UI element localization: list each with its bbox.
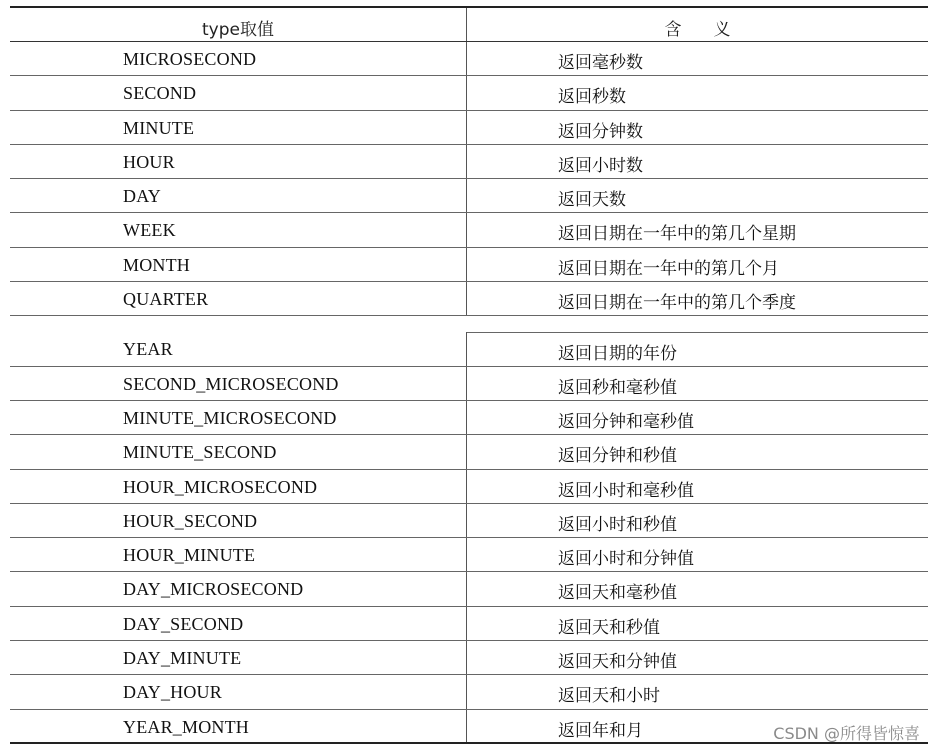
meaning-value: 返回天数 bbox=[558, 190, 626, 211]
meaning-value: 返回年和月 bbox=[558, 720, 643, 741]
type-value: HOUR_MINUTE bbox=[123, 545, 256, 566]
type-cell bbox=[10, 607, 467, 640]
type-value: MINUTE_MICROSECOND bbox=[123, 407, 337, 428]
table-body-group-2 bbox=[10, 332, 928, 744]
meaning-value: 返回分钟数 bbox=[558, 121, 643, 142]
type-cell bbox=[10, 572, 467, 605]
type-cell bbox=[10, 675, 467, 708]
meaning-value: 返回小时和分钟值 bbox=[558, 549, 694, 570]
table-row bbox=[10, 111, 928, 145]
type-value: YEAR_MONTH bbox=[123, 716, 249, 737]
type-cell bbox=[10, 504, 467, 537]
type-cell bbox=[10, 538, 467, 571]
meaning-cell bbox=[467, 572, 928, 605]
type-value: DAY_SECOND bbox=[123, 613, 244, 634]
meaning-value: 返回日期在一年中的第几个月 bbox=[558, 258, 779, 279]
type-value: MINUTE bbox=[123, 117, 195, 138]
type-value: MONTH bbox=[123, 254, 190, 275]
type-cell bbox=[10, 435, 467, 468]
meaning-cell bbox=[467, 248, 928, 281]
table-row bbox=[10, 42, 928, 76]
type-cell bbox=[10, 332, 467, 365]
header-cell-meaning bbox=[467, 8, 928, 41]
table-row bbox=[10, 76, 928, 110]
type-cell bbox=[10, 401, 467, 434]
type-cell bbox=[10, 42, 467, 75]
type-values-table bbox=[10, 6, 928, 744]
type-cell bbox=[10, 710, 467, 742]
header-type-label: type取值 bbox=[202, 20, 274, 40]
table-row bbox=[10, 470, 928, 504]
meaning-value: 返回天和毫秒值 bbox=[558, 583, 677, 604]
meaning-cell bbox=[467, 435, 928, 468]
type-value: MINUTE_SECOND bbox=[123, 442, 277, 463]
type-cell bbox=[10, 367, 467, 400]
table-row bbox=[10, 179, 928, 213]
meaning-value: 返回天和秒值 bbox=[558, 617, 660, 638]
meaning-cell bbox=[467, 675, 928, 708]
type-cell bbox=[10, 111, 467, 144]
type-value: SECOND_MICROSECOND bbox=[123, 373, 339, 394]
table-row bbox=[10, 367, 928, 401]
type-value: DAY_HOUR bbox=[123, 682, 222, 703]
meaning-cell bbox=[467, 504, 928, 537]
group-break bbox=[10, 316, 928, 332]
header-meaning-label: 含义 bbox=[664, 20, 763, 40]
type-cell bbox=[10, 641, 467, 674]
table-row bbox=[10, 213, 928, 247]
type-value: HOUR_SECOND bbox=[123, 510, 258, 531]
table-row bbox=[10, 401, 928, 435]
meaning-cell bbox=[467, 641, 928, 674]
table-row bbox=[10, 435, 928, 469]
type-cell bbox=[10, 213, 467, 246]
header-cell-type bbox=[10, 8, 467, 41]
watermark: CSDN @所得皆惊喜 bbox=[773, 724, 920, 743]
meaning-cell bbox=[467, 145, 928, 178]
meaning-value: 返回小时和秒值 bbox=[558, 514, 677, 535]
type-value: YEAR bbox=[123, 339, 173, 360]
meaning-value: 返回小时和毫秒值 bbox=[558, 480, 694, 501]
type-cell bbox=[10, 76, 467, 109]
meaning-cell bbox=[467, 367, 928, 400]
meaning-cell bbox=[467, 282, 928, 315]
type-value: DAY_MINUTE bbox=[123, 648, 242, 669]
type-value: HOUR_MICROSECOND bbox=[123, 476, 318, 497]
meaning-value: 返回天和分钟值 bbox=[558, 652, 677, 673]
meaning-value: 返回日期的年份 bbox=[558, 344, 677, 365]
table-row bbox=[10, 675, 928, 709]
table-header-row bbox=[10, 6, 928, 42]
meaning-value: 返回毫秒数 bbox=[558, 53, 643, 73]
table-row bbox=[10, 572, 928, 606]
type-value: DAY bbox=[123, 186, 161, 207]
type-value: QUARTER bbox=[123, 289, 209, 310]
meaning-cell bbox=[467, 607, 928, 640]
meaning-cell bbox=[467, 111, 928, 144]
table-row bbox=[10, 248, 928, 282]
table-row bbox=[10, 641, 928, 675]
meaning-cell bbox=[467, 470, 928, 503]
meaning-value: 返回分钟和毫秒值 bbox=[558, 411, 694, 432]
meaning-cell bbox=[467, 42, 928, 75]
meaning-value: 返回小时数 bbox=[558, 155, 643, 176]
type-cell bbox=[10, 470, 467, 503]
meaning-value: 返回秒数 bbox=[558, 87, 626, 108]
meaning-value: 返回分钟和秒值 bbox=[558, 446, 677, 467]
table-row bbox=[10, 332, 928, 366]
meaning-value: 返回秒和毫秒值 bbox=[558, 377, 677, 398]
meaning-cell bbox=[467, 401, 928, 434]
meaning-value: 返回日期在一年中的第几个星期 bbox=[558, 224, 796, 245]
table-body-group-1 bbox=[10, 42, 928, 316]
type-cell bbox=[10, 179, 467, 212]
meaning-cell bbox=[467, 332, 928, 365]
meaning-cell bbox=[467, 213, 928, 246]
table-row bbox=[10, 504, 928, 538]
type-cell bbox=[10, 248, 467, 281]
table-row bbox=[10, 282, 928, 316]
type-value: WEEK bbox=[123, 220, 176, 241]
type-value: DAY_MICROSECOND bbox=[123, 579, 304, 600]
type-cell bbox=[10, 282, 467, 315]
type-cell bbox=[10, 145, 467, 178]
meaning-value: 返回日期在一年中的第几个季度 bbox=[558, 293, 796, 314]
meaning-cell bbox=[467, 538, 928, 571]
table-row bbox=[10, 607, 928, 641]
table-row bbox=[10, 145, 928, 179]
type-value: HOUR bbox=[123, 151, 175, 172]
type-value: MICROSECOND bbox=[123, 49, 257, 69]
meaning-cell bbox=[467, 76, 928, 109]
meaning-cell bbox=[467, 179, 928, 212]
table-row bbox=[10, 538, 928, 572]
type-value: SECOND bbox=[123, 83, 197, 104]
meaning-value: 返回天和小时 bbox=[558, 686, 660, 707]
